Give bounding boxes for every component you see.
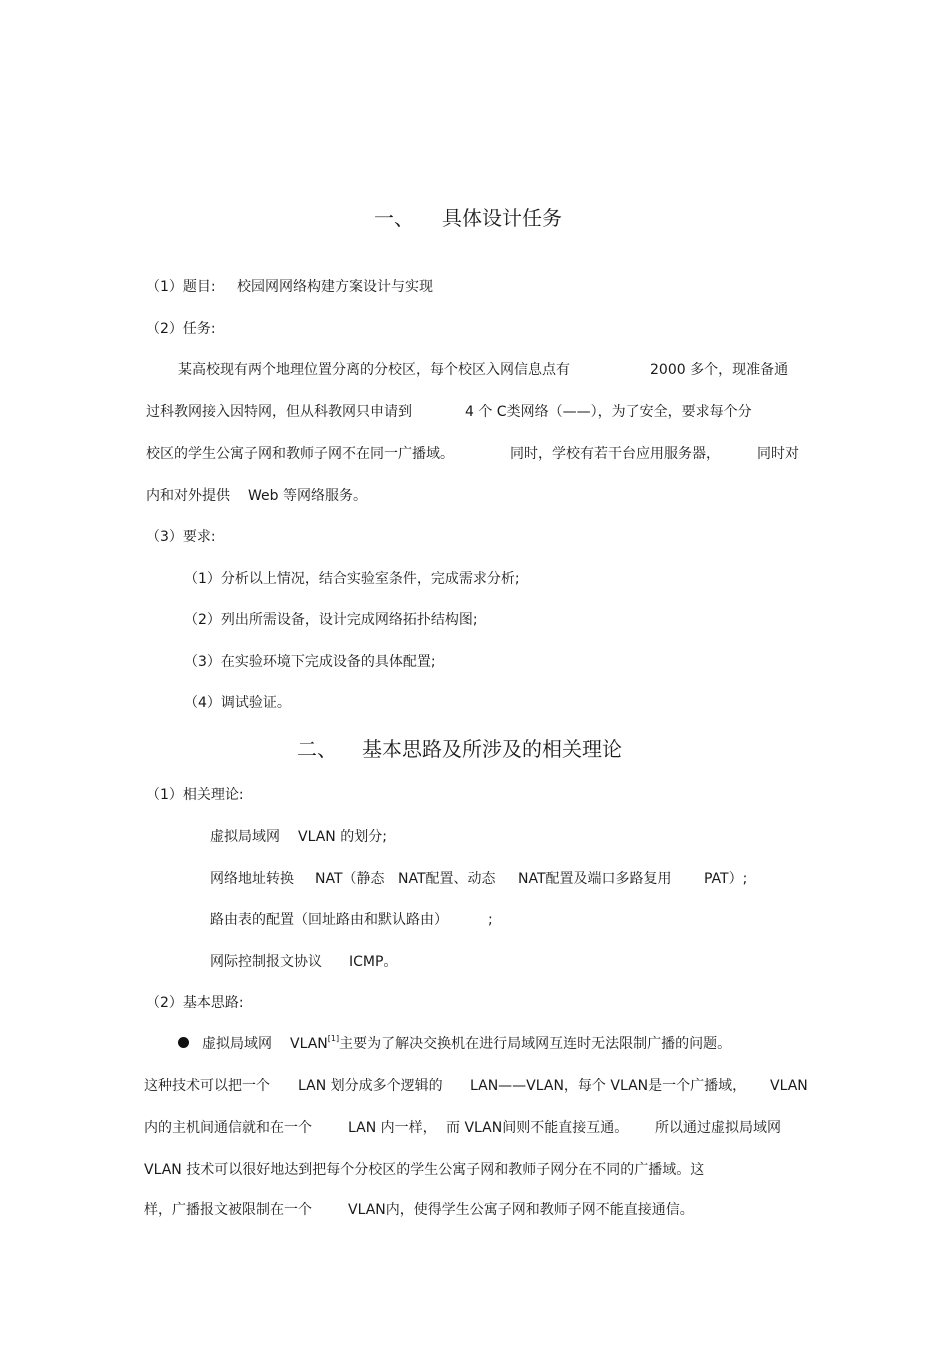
paragraph-text: 而 VLAN间则不能直接互通。	[446, 1120, 629, 1136]
task-text: 内和对外提供	[146, 488, 230, 504]
requirement-item: （1）分析以上情况，结合实验室条件，完成需求分析;	[184, 571, 520, 587]
bullet-text: 虚拟局域网	[202, 1036, 272, 1052]
task-text: 2000 多个，现准备通	[650, 362, 789, 378]
bullet-vlan: VLAN	[290, 1036, 328, 1052]
bullet-text: 主要为了解决交换机在进行局域网互连时无法限制广播的问题。	[339, 1036, 732, 1052]
section2-heading-title: 基本思路及所涉及的相关理论	[362, 737, 622, 761]
section2-heading-number: 二、	[297, 737, 337, 761]
task-text: 校区的学生公寓子网和教师子网不在同一广播域。	[146, 446, 454, 462]
theory-item: NAT配置、动态	[398, 871, 496, 887]
citation-ref: [1]	[327, 1034, 340, 1043]
paragraph-text: 样，广播报文被限制在一个	[144, 1202, 312, 1218]
requirement-item: （2）列出所需设备，设计完成网络拓扑结构图;	[184, 612, 478, 628]
theory-item: NAT配置及端口多路复用	[518, 871, 672, 887]
task-label: （2）任务:	[146, 321, 216, 337]
bullet-text-vlan	[290, 1035, 731, 1053]
task-text: 过科教网接入因特网，但从科教网只申请到	[146, 404, 412, 420]
paragraph-text: LAN 内一样，	[348, 1120, 437, 1136]
paragraph-text: 所以通过虚拟局域网	[655, 1120, 781, 1136]
theory-item: VLAN 的划分;	[298, 829, 387, 845]
theory-item: 网际控制报文协议	[210, 954, 322, 970]
paragraph-text: 这种技术可以把一个	[144, 1078, 270, 1094]
theory-item: ICMP。	[349, 954, 398, 970]
theory-item: 路由表的配置（回址路由和默认路由）	[210, 912, 448, 928]
theory-item: 虚拟局域网	[210, 829, 280, 845]
paragraph-text: VLAN 技术可以很好地达到把每个分校区的学生公寓子网和教师子网分在不同的广播域。这	[144, 1162, 705, 1178]
task-text: Web 等网络服务。	[248, 488, 367, 504]
section1-heading-title: 具体设计任务	[442, 206, 562, 230]
paragraph-text: VLAN	[770, 1078, 808, 1094]
task-text: 4 个 C类网络（——），为了安全，要求每个分	[465, 404, 752, 420]
requirement-item: （4）调试验证。	[184, 695, 291, 711]
task-text: 某高校现有两个地理位置分离的分校区，每个校区入网信息点有	[178, 362, 570, 378]
theory-item: PAT）;	[704, 871, 748, 887]
bullet-dot-icon	[178, 1037, 189, 1048]
paragraph-text: VLAN内，使得学生公寓子网和教师子网不能直接通信。	[348, 1202, 694, 1218]
theory-label: （1）相关理论:	[146, 787, 244, 803]
topic-label: （1）题目:	[146, 279, 216, 295]
task-text: 同时对	[757, 446, 799, 462]
theory-item: 网络地址转换	[210, 871, 294, 887]
task-text: 同时，学校有若干台应用服务器，	[510, 446, 720, 462]
requirement-item: （3）在实验环境下完成设备的具体配置;	[184, 654, 436, 670]
requirements-label: （3）要求:	[146, 529, 216, 545]
paragraph-text: LAN——VLAN，每个 VLAN是一个广播域，	[470, 1078, 747, 1094]
theory-item: NAT（静态	[315, 871, 385, 887]
section1-heading-number: 一、	[374, 206, 414, 230]
topic-value: 校园网网络构建方案设计与实现	[237, 279, 433, 295]
idea-label: （2）基本思路:	[146, 995, 244, 1011]
paragraph-text: LAN 划分成多个逻辑的	[298, 1078, 443, 1094]
paragraph-text: 内的主机间通信就和在一个	[144, 1120, 312, 1136]
theory-item: ;	[488, 912, 493, 928]
